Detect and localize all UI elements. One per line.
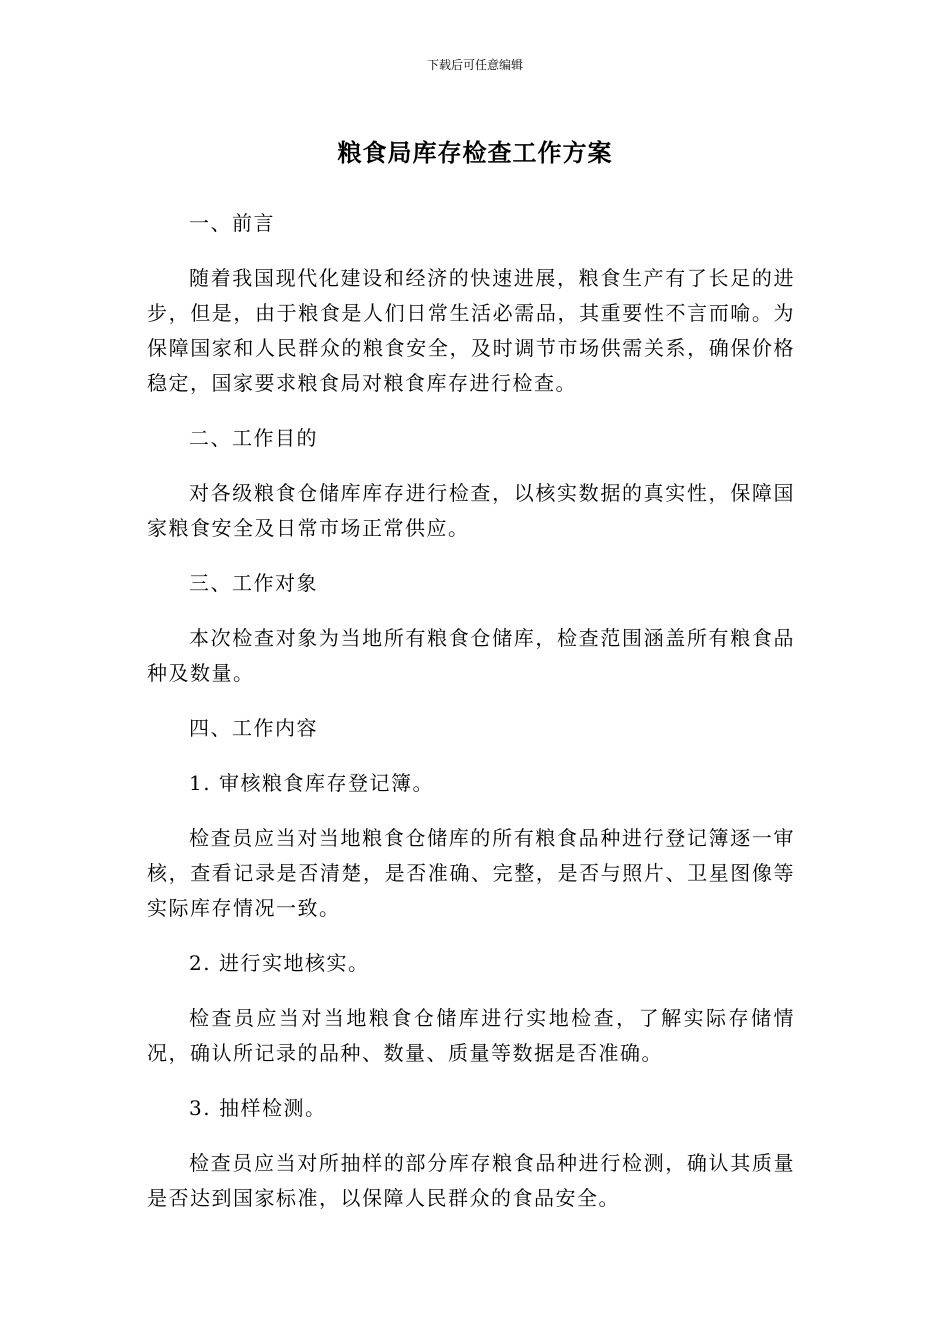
header-note: 下载后可任意编辑 <box>426 58 523 72</box>
section-heading-target: 三、工作对象 <box>189 571 318 595</box>
paragraph-onsite-verify: 检查员应当对当地粮食仓储库进行实地检查，了解实际存储情况，确认所记录的品种、数量、质量等数据是否准确。 <box>147 1006 795 1065</box>
subheading-sampling: 3. 抽样检测。 <box>189 1096 327 1120</box>
subheading-onsite-verify: 2. 进行实地核实。 <box>189 951 370 975</box>
paragraph-sampling: 检查员应当对所抽样的部分库存粮食品种进行检测，确认其质量是否达到国家标准，以保障人民群众的食品安全。 <box>147 1151 795 1210</box>
section-heading-preface: 一、前言 <box>189 211 275 235</box>
document-body <box>147 206 795 1236</box>
paragraph-preface: 随着我国现代化建设和经济的快速进展，粮食生产有了长足的进步，但是，由于粮食是人们日常生活必需品，其重要性不言而喻。为保障国家和人民群众的粮食安全，及时调节市场供需关系，确保价格稳定，国家要求粮食局对粮食库存进行检查。 <box>147 266 795 395</box>
paragraph-review-register: 检查员应当对当地粮食仓储库的所有粮食品种进行登记簿逐一审核，查看记录是否清楚，是否准确、完整，是否与照片、卫星图像等实际库存情况一致。 <box>147 826 795 920</box>
paragraph-purpose: 对各级粮食仓储库库存进行检查，以核实数据的真实性，保障国家粮食安全及日常市场正常供应。 <box>147 481 795 540</box>
subheading-review-register: 1. 审核粮食库存登记簿。 <box>189 771 434 795</box>
paragraph-target: 本次检查对象为当地所有粮食仓储库，检查范围涵盖所有粮食品种及数量。 <box>147 626 795 685</box>
section-heading-purpose: 二、工作目的 <box>189 426 318 450</box>
section-heading-content: 四、工作内容 <box>189 716 318 740</box>
document-title: 粮食局库存检查工作方案 <box>337 139 613 167</box>
